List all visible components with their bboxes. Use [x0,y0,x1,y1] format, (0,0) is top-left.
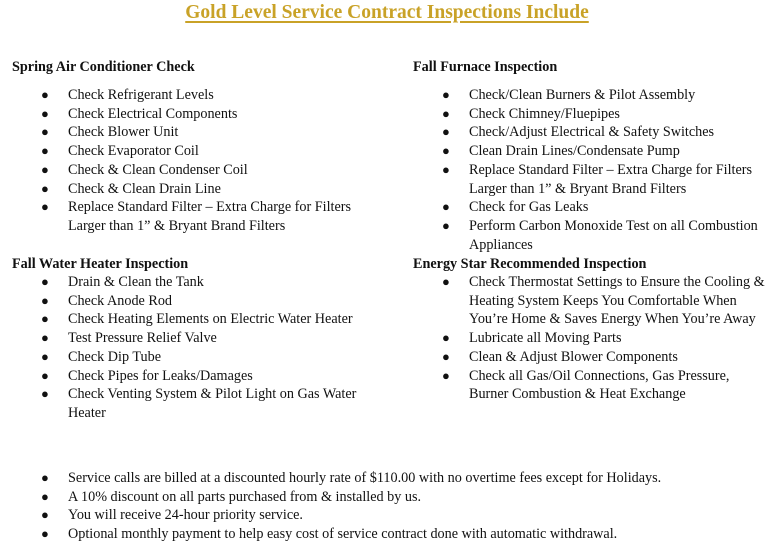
list-item-text: Check Blower Unit [68,124,179,141]
bullet-icon: ● [442,124,450,140]
list-item [12,292,382,311]
list-item-text: Check Heating Elements on Electric Water Heater [68,311,353,328]
list-item-text: Check Thermostat Settings to Ensure the Cooling & Heating System Keeps You Comfortable When You’re Home & Saves Energy When You’re Away [469,274,765,328]
bullet-icon: ● [41,274,49,289]
bullet-icon: ● [442,348,450,364]
bullet-icon: ● [41,199,49,215]
bullet-icon: ● [41,87,49,102]
list-item [12,348,382,367]
bullet-icon: ● [41,311,49,327]
section-heading: Fall Furnace Inspection [413,59,558,75]
bullet-icon: ● [41,330,49,346]
bullet-icon: ● [41,124,49,140]
list-item [413,273,771,329]
contract-benefits-section [12,469,772,544]
checklist [413,273,771,404]
list-item [413,161,771,198]
checklist [12,86,382,236]
bullet-icon: ● [41,348,49,364]
list-item-text: Check & Clean Condenser Coil [68,161,248,178]
list-item [12,180,382,199]
list-item-text: Check Pipes for Leaks/Damages [68,367,253,384]
list-item-text: Service calls are billed at a discounted hourly rate of $110.00 with no overtime fees except for Holidays. [68,470,662,486]
list-item [413,142,771,161]
list-item-text: Perform Carbon Monoxide Test on all Combustion Appliances [469,217,758,253]
list-item [12,273,382,292]
section-heading: Spring Air Conditioner Check [12,59,195,75]
list-item [413,123,771,142]
bullet-icon: ● [41,526,49,542]
list-item-text: Check all Gas/Oil Connections, Gas Pressure, Burner Combustion & Heat Exchange [469,367,730,403]
list-item-text: A 10% discount on all parts purchased from & installed by us. [68,488,422,505]
list-item [413,348,771,367]
bullet-icon: ● [442,274,450,289]
list-item-text: Check Evaporator Coil [68,143,199,160]
bullet-icon: ● [41,143,49,159]
list-item-text: Check Refrigerant Levels [68,87,214,103]
list-item [12,105,382,124]
bullet-icon: ● [41,386,49,402]
benefits-list [12,469,772,544]
bullet-icon: ● [41,507,49,523]
list-item [12,329,382,348]
spring-ac-check-section [12,58,382,236]
list-item-text: Drain & Clean the Tank [68,274,204,290]
list-item-text: You will receive 24-hour priority service. [68,507,303,524]
bullet-icon: ● [442,105,450,121]
checklist [12,273,382,423]
list-item [12,525,772,544]
bullet-icon: ● [442,367,450,383]
bullet-icon: ● [41,367,49,383]
list-item-text: Replace Standard Filter – Extra Charge for Filters Larger than 1” & Bryant Brand Filters [68,199,352,234]
bullet-icon: ● [442,143,450,159]
section-heading: Fall Water Heater Inspection [12,256,189,272]
list-item-text: Check/Clean Burners & Pilot Assembly [469,87,696,103]
list-item [413,367,771,404]
bullet-icon: ● [442,330,450,346]
list-item-text: Optional monthly payment to help easy cost of service contract done with automatic withdrawal. [68,526,618,543]
bullet-icon: ● [41,105,49,121]
list-item [413,329,771,348]
list-item-text: Clean & Adjust Blower Components [469,348,678,365]
bullet-icon: ● [442,87,450,102]
list-item [413,217,771,254]
list-item [12,506,772,525]
bullet-icon: ● [41,292,49,308]
bullet-icon: ● [442,217,450,233]
fall-water-heater-section [12,255,382,423]
list-item [12,385,382,422]
fall-furnace-section [413,58,771,254]
bullet-icon: ● [442,161,450,177]
list-item [12,86,382,105]
list-item-text: Check Anode Rod [68,292,173,309]
bullet-icon: ● [41,180,49,196]
list-item [413,86,771,105]
list-item-text: Lubricate all Moving Parts [469,330,622,347]
list-item [12,488,772,507]
energy-star-section [413,255,771,404]
list-item-text: Check Venting System & Pilot Light on Gas Water Heater [68,386,357,421]
list-item [12,198,382,235]
list-item-text: Check & Clean Drain Line [68,180,221,197]
list-item-text: Check for Gas Leaks [469,199,589,216]
list-item-text: Clean Drain Lines/Condensate Pump [469,143,680,160]
list-item [413,105,771,124]
list-item-text: Test Pressure Relief Valve [68,330,217,347]
bullet-icon: ● [442,199,450,215]
list-item [12,469,772,488]
list-item [12,123,382,142]
bullet-icon: ● [41,488,49,504]
list-item [12,310,382,329]
list-item-text: Check Electrical Components [68,105,238,122]
list-item [12,142,382,161]
list-item-text: Check Dip Tube [68,348,162,365]
page-title: Gold Level Service Contract Inspections Include [185,2,589,23]
list-item [413,198,771,217]
list-item [12,367,382,386]
list-item-text: Check Chimney/Fluepipes [469,105,620,122]
bullet-icon: ● [41,470,49,485]
section-heading: Energy Star Recommended Inspection [413,256,647,272]
bullet-icon: ● [41,161,49,177]
list-item [12,161,382,180]
list-item-text: Replace Standard Filter – Extra Charge for Filters Larger than 1” & Bryant Brand Filters [469,161,753,197]
checklist [413,86,771,254]
list-item-text: Check/Adjust Electrical & Safety Switches [469,124,715,141]
